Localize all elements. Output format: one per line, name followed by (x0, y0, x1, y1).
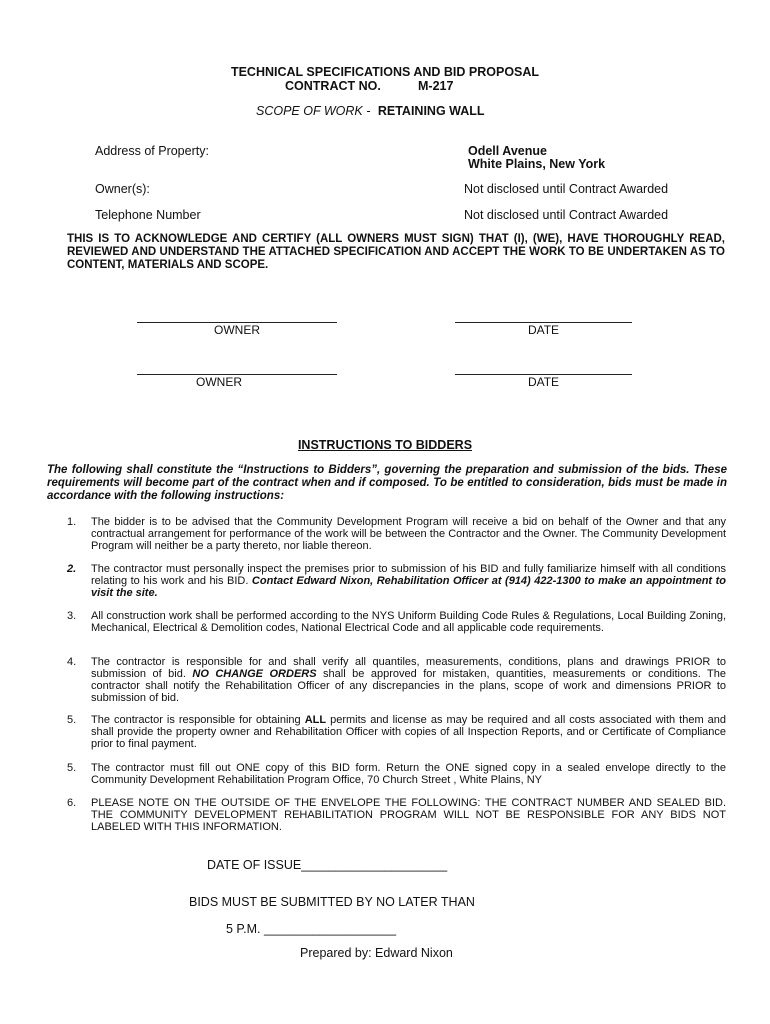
no-change-orders: NO CHANGE ORDERS (192, 668, 317, 680)
document-title: TECHNICAL SPECIFICATIONS AND BID PROPOSAL (230, 65, 540, 79)
item-number: 4. (67, 656, 77, 668)
instruction-item-3: All construction work shall be performed according to the NYS Uniform Building Code Rules & Regulations, Local Building Zoning, Mechanical, Electrical & Demolition codes, National Electrical Code and all applicable code requirements. (91, 610, 726, 634)
item-4-text-b: shall be approved for mistaken, quantities, measurements or conditions. The contractor shall notify the Rehabilitation Officer of any discrepancies in the plans, scope of work and dimensions PRIOR to submission of bid. (91, 668, 726, 704)
item-2-text: The contractor must personally inspect the premises prior to submission of his BID and fully familiarize himself with all conditions relating to his work and his BID. (91, 563, 726, 587)
contract-label: CONTRACT NO. (285, 79, 381, 93)
instruction-item-7: PLEASE NOTE ON THE OUTSIDE OF THE ENVELOPE THE FOLLOWING: THE CONTRACT NUMBER AND SEALED BID. THE COMMUNITY DEVELOPMENT REHABILITATION PROGRAM WILL NOT BE RESPONSIBLE FOR ANY BIDS NOT LABELED WITH THIS INFORMATION. (91, 797, 726, 833)
item-number: 2. (67, 563, 77, 575)
item-5-text-b: permits and license as may be required and all costs associated with them and shall provide the property owner and Rehabilitation Officer with copies of all Inspection Reports, and or Certificate of Compliance prior to final payment. (91, 714, 726, 750)
prepared-by: Prepared by: Edward Nixon (300, 946, 453, 960)
owner-label-2: OWNER (196, 375, 242, 389)
owners-value: Not disclosed until Contract Awarded (464, 182, 669, 196)
item-number: 6. (67, 797, 77, 809)
date-label-1: DATE (527, 323, 560, 337)
owner-label-1: OWNER (214, 323, 260, 337)
instructions-intro: The following shall constitute the “Instructions to Bidders”, governing the preparation and submission of the bids. These requirements will become part of the contract when and if composed. To be entitled to consideration, bids must be made in accordance with the following instructions: (47, 464, 727, 502)
address-line2: White Plains, New York (468, 157, 606, 171)
item-number: 5. (67, 714, 77, 726)
item-4-text-a: The contractor is responsible for and shall verify all quantiles, measurements, conditions, plans and drawings PRIOR to submission of bid. (91, 656, 726, 680)
address-label: Address of Property: (95, 144, 209, 158)
deadline-time: 5 P.M. ___________________ (226, 922, 397, 936)
address-line1: Odell Avenue (468, 144, 547, 158)
scope-line (256, 104, 485, 118)
phone-value: Not disclosed until Contract Awarded (464, 208, 669, 222)
item-number: 1. (67, 516, 77, 528)
instruction-item-4 (91, 656, 726, 704)
bids-deadline: BIDS MUST BE SUBMITTED BY NO LATER THAN (189, 895, 475, 909)
scope-label: SCOPE OF WORK - (256, 104, 371, 118)
item-number: 3. (67, 610, 77, 622)
contract-number: M-217 (418, 79, 454, 93)
acknowledgement-statement: THIS IS TO ACKNOWLEDGE AND CERTIFY (ALL OWNERS MUST SIGN) THAT (I), (WE), HAVE THOROUGHLY READ, REVIEWED AND UNDERSTAND THE ATTACHED SPECIFICATION AND ACCEPT THE WORK TO BE UNDERTAKEN AS TO CONTENT, MATERIALS AND SCOPE. (67, 233, 725, 271)
date-label-2: DATE (527, 375, 560, 389)
instruction-item-2 (91, 563, 726, 599)
instruction-item-1: The bidder is to be advised that the Community Development Program will receive a bid on behalf of the Owner and that any contractual arrangement for performance of the work will be between the Contractor and the Owner. The Community Development Program will neither be a party thereto, nor liable thereon. (91, 516, 726, 552)
instruction-item-6: The contractor must fill out ONE copy of this BID form. Return the ONE signed copy in a sealed envelope directly to the Community Development Rehabilitation Program Office, 70 Church Street , White Plains, NY (91, 762, 726, 786)
item-5-text-a: The contractor is responsible for obtaining (91, 714, 301, 726)
item-number: 5. (67, 762, 77, 774)
instructions-heading: INSTRUCTIONS TO BIDDERS (297, 438, 473, 452)
phone-label: Telephone Number (95, 208, 201, 222)
instruction-item-5 (91, 714, 726, 750)
scope-value: RETAINING WALL (377, 104, 485, 118)
date-of-issue: DATE OF ISSUE_____________________ (207, 858, 448, 872)
all-emphasis: ALL (304, 714, 327, 726)
contact-info: Contact Edward Nixon, Rehabilitation Officer at (914) 422-1300 to make an appointment to visit the site. (91, 575, 726, 599)
owners-label: Owner(s): (95, 182, 150, 196)
